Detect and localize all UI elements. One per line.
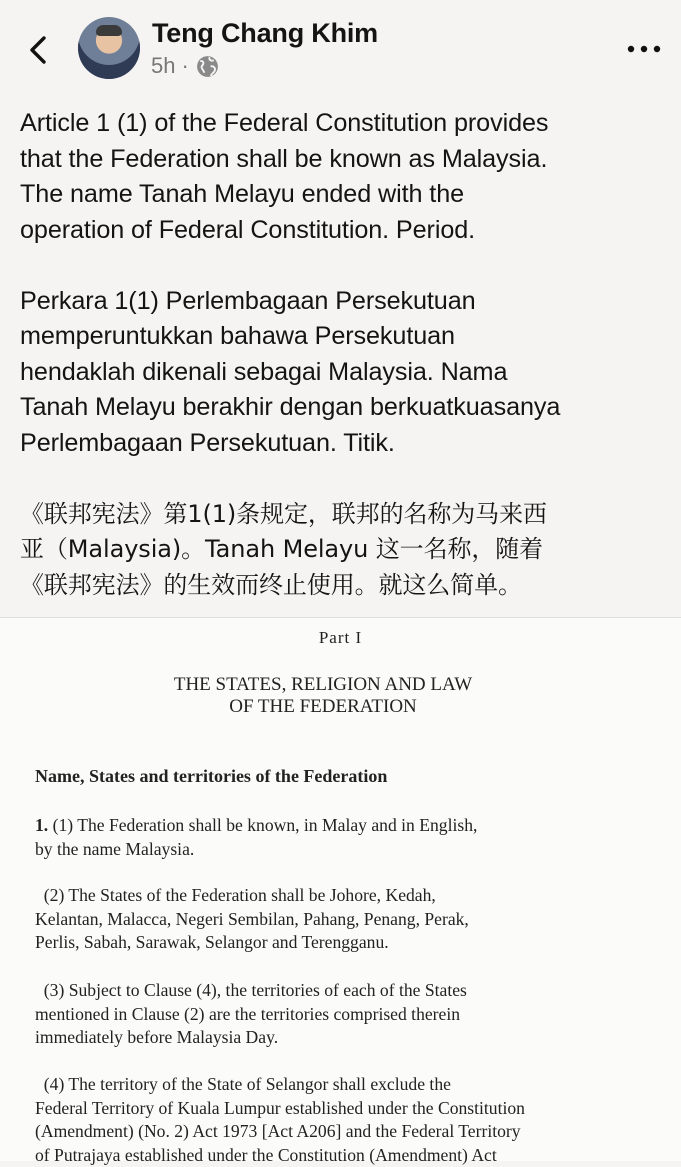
clause-line: (4) The territory of the State of Selangor shall exclude the [43,1074,451,1094]
author-avatar[interactable] [78,17,140,79]
clause-1 [35,814,613,861]
heading-line: OF THE FEDERATION [229,696,417,717]
globe-icon[interactable] [195,54,220,79]
meta-separator: · [181,53,189,78]
text-line: 《联邦宪法》的生效而终止使用。就这么简单。 [20,570,522,599]
paragraph-malay [20,284,670,462]
clause-line: Kelantan, Malacca, Negeri Sembilan, Pahang, Penang, Perak, [35,908,469,929]
clause-line: by the name Malaysia. [35,838,195,859]
clause-line: (3) Subject to Clause (4), the territories of each of the States [43,980,467,1000]
post-meta [151,53,220,79]
clause-line: (2) The States of the Federation shall be Johore, Kedah, [43,885,436,905]
clause-4 [35,1073,613,1167]
text-line: that the Federation shall be known as Malaysia. [20,144,548,173]
clause-line: mentioned in Clause (2) are the territories comprised therein [35,1003,461,1024]
text-line: memperuntukkan bahawa Persekutuan [20,322,455,350]
text-line: Perkara 1(1) Perlembagaan Persekutuan [20,286,476,315]
clause-line: of Putrajaya established under the Constitution (Amendment) Act [35,1144,497,1165]
clause-line: immediately before Malaysia Day. [35,1027,279,1047]
text-line: 亚（Malaysia)。Tanah Melayu 这一名称，随着 [20,535,544,563]
text-line: Article 1 (1) of the Federal Constitution provides [20,109,549,137]
clause-2 [35,884,613,955]
paragraph-english [20,106,670,248]
article-number: 1. [35,815,49,835]
clause-3 [35,979,613,1050]
section-subheading: Name, States and territories of the Federation [35,766,388,786]
heading-line: THE STATES, RELIGION AND LAW [173,674,473,695]
text-line: hendaklah dikenali sebagai Malaysia. Nama [20,357,508,386]
paragraph-chinese [20,497,670,604]
post-header [0,0,681,100]
clause-line: (Amendment) (No. 2) Act 1973 [Act A206] and the Federal Territory [35,1121,521,1141]
back-chevron-icon[interactable] [22,30,56,70]
author-name[interactable]: Teng Chang Khim [152,18,378,48]
text-line: The name Tanah Melayu ended with the [20,180,465,208]
constitution-image[interactable] [0,617,681,1165]
post-time[interactable]: 5h [151,53,176,78]
text-line: Perlembagaan Persekutuan. Titik. [20,428,395,457]
clause-line: Federal Territory of Kuala Lumpur established under the Constitution [35,1097,525,1118]
text-line: 《联邦宪法》第1(1)条规定，联邦的名称为马来西 [20,499,547,528]
clause-line: Perlis, Sabah, Sarawak, Selangor and Terengganu. [35,932,389,952]
post-text [20,106,670,603]
clause-line: (1) The Federation shall be known, in Malay and in English, [52,815,478,835]
text-line: Tanah Melayu berakhir dengan berkuatkuasanya [20,393,561,421]
part-title: Part I [318,628,363,647]
part-heading [0,674,646,718]
more-options-icon[interactable] [626,42,662,56]
text-line: operation of Federal Constitution. Period. [20,215,476,244]
